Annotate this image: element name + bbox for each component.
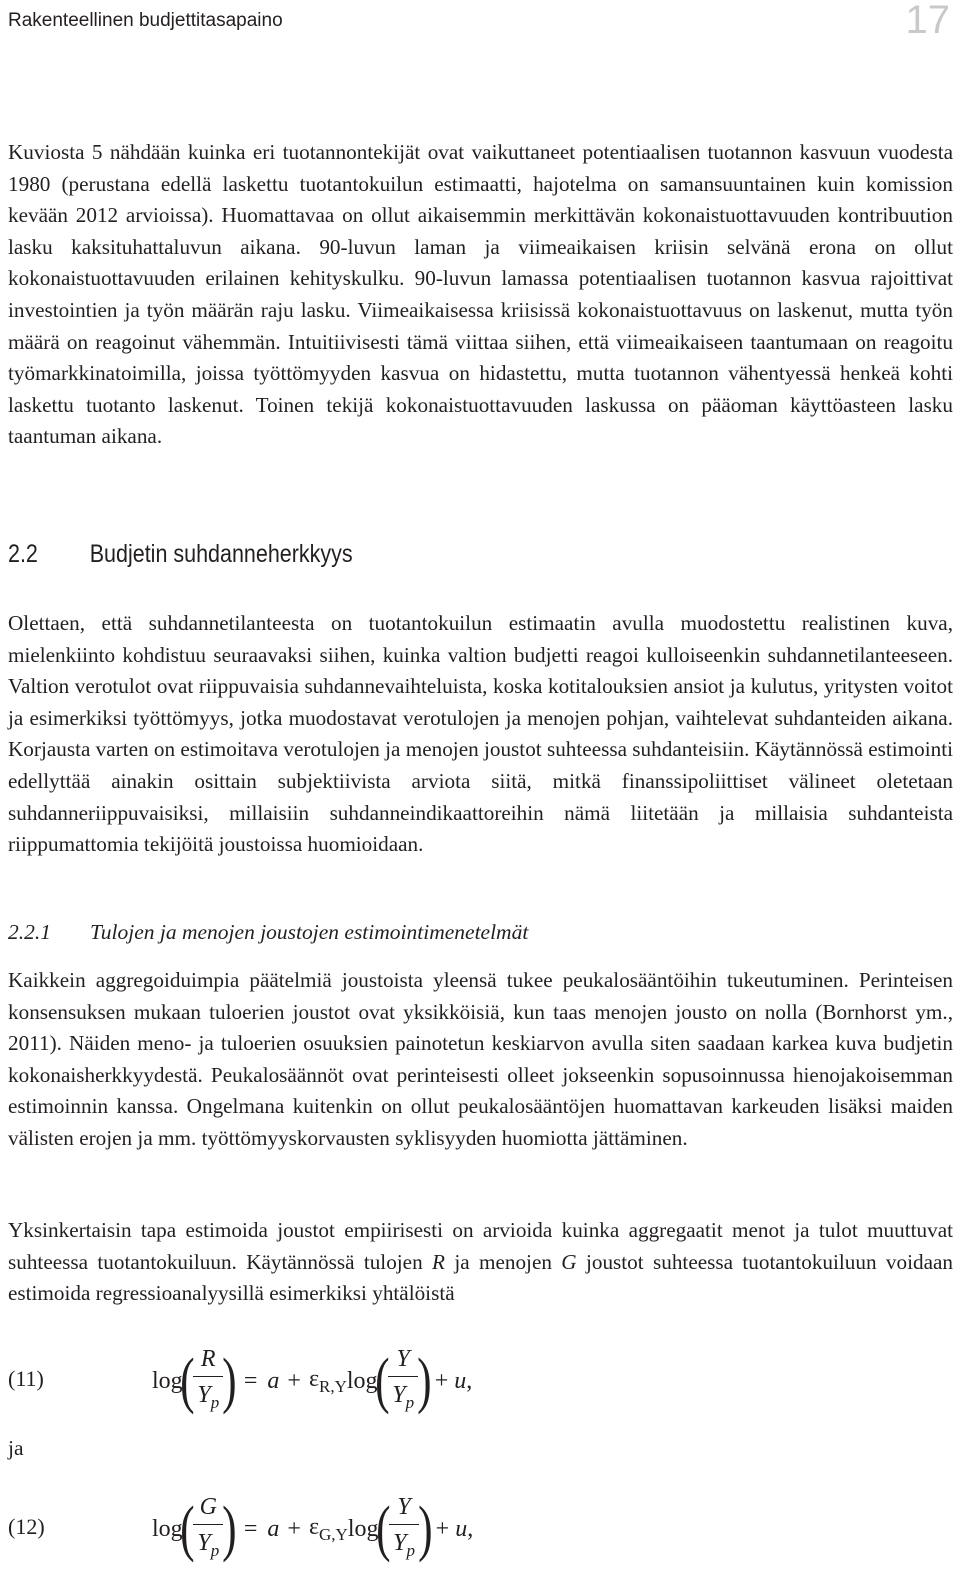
equation-connector: ja — [8, 1436, 24, 1460]
subsection-heading — [8, 920, 528, 945]
paragraph-rules-of-thumb: Kaikkein aggregoiduimpia päätelmiä joustoista yleensä tukee peukalosääntöihin tukeutuminen. Perinteisen konsensuksen mukaan tuloerien joustot ovat yksikköisiä, kun taas menojen jousto on nolla (Bornhorst ym., 2011). Näiden meno- ja tuloerien osuuksien painotetun keskiarvon avulla siten saadaan karkea kuva budjetin kokonaisherkkyydestä. Peukalosäännöt ovat perinteisesti olleet jokseenkin sopusoinnussa hienojakoisemman estimoinnin kanssa. Ongelmana kuitenkin on ollut peukalosääntöjen huomattavan karkeuden lisäksi maiden välisten erojen ja mm. työttömyyskorvausten syklisyyden huomiotta jättäminen. — [8, 968, 953, 1150]
section-number: 2.2 — [8, 540, 38, 568]
section-title: Budjetin suhdanneherkkyys — [89, 540, 353, 568]
paragraph-productivity: Kuviosta 5 nähdään kuinka eri tuotannontekijät ovat vaikuttaneet potentiaalisen tuotannon kasvuun vuodesta 1980 (perustana edellä laskettu tuotantokuilun estimaatti, hajotelma on samansuuntainen kuin komission kevään 2012 arvioissa). Huomattavaa on ollut aikaisemmin merkittävän kokonaistuottavuuden kontribuution lasku kaksituhattaluvun aikana. 90-luvun laman ja viimeaikaisen kriisin selvänä erona on ollut kokonaistuottavuuden erilainen kehityskulku. 90-luvun lamassa potentiaalisen tuotannon kasvua rajoittivat investointien ja työn määrän raju lasku. Viimeaikaisessa kriisissä kokonaistuottavuus on laskenut, mutta työn määrä on reagoinut vähemmän. Intuitiivisesti tämä viittaa siihen, että viimeaikaiseen taantumaan on reagoitu työmarkkinatoimilla, joissa työttömyyden kasvua on hidastettu, mutta tuotannon vähentyessä henkeä kohti laskettu tuotanto laskenut. Toinen tekijä kokonaistuottavuuden laskussa on pääoman käyttöasteen lasku taantuman aikana. — [8, 140, 953, 449]
log-operator: log — [152, 1515, 183, 1542]
log-operator: log — [346, 1367, 378, 1394]
section-heading — [8, 540, 353, 569]
equation-number: (11) — [8, 1366, 44, 1391]
right-paren-icon: ) — [417, 1347, 432, 1415]
equation-number: (12) — [8, 1514, 45, 1539]
fraction: $\frac{Y}{Y_p}$ — [388, 1342, 418, 1421]
right-paren-icon: ) — [222, 1495, 237, 1563]
equation-12 — [0, 1484, 960, 1574]
fraction: $\frac{G}{Y_p}$ — [193, 1490, 223, 1569]
paragraph-budget-sensitivity: Olettaen, että suhdannetilanteesta on tuotantokuilun estimaatin avulla muodostettu realistinen kuva, mielenkiinto kohdistuu seuraavaksi siihen, kuinka valtion budjetti reagoi kulloiseenkin suhdannetilanteeseen. Valtion verotulot ovat riippuvaisia suhdannevaihteluista, koska kotitalouksien ansiot ja kulutus, yritysten voitot ja esimerkiksi työttömyys, jotka muodostavat verotulojen ja menojen pohjan, vaihtelevat suhdanteiden aikana. Korjausta varten on estimoitava verotulojen ja menojen joustot suhteessa suhdanteisiin. Käytännössä estimointi edellyttää ainakin osittain subjektiivista arviota siitä, mitkä finanssipoliittiset välineet oletetaan suhdanneriippuvaisiksi, millaisiin suhdanneindikaattoreihin nämä liitetään ja millaisia suhdanteista riippumattomia tekijöitä joustoissa huomioidaan. — [8, 611, 954, 857]
running-title: Rakenteellinen budjettitasapaino — [8, 10, 283, 31]
page-number: 17 — [905, 0, 950, 42]
elasticity-symbol: $\varepsilon_{R,Y}$ — [308, 1365, 347, 1396]
left-paren-icon: ( — [374, 1347, 390, 1415]
fraction: $\frac{Y}{Y_p}$ — [389, 1490, 419, 1569]
log-operator: log — [152, 1367, 183, 1394]
left-paren-icon: ( — [179, 1495, 195, 1563]
equation-body: log ( $\frac{G}{Y_p}$ ) = a + $\varepsilon_{G,Y}$ log ( $\frac{Y}{Y_p}$ ) + u , — [152, 1484, 473, 1574]
left-paren-icon: ( — [375, 1495, 391, 1563]
equation-11 — [0, 1336, 960, 1426]
paragraph-estimation-method: Yksinkertaisin tapa estimoida joustot empiirisesti on arvioida kuinka aggregaatit menot ja tulot muuttuvat suhteessa tuotantokuiluun. Käytännössä tulojen R ja menojen G joustot suhteessa tuotantokuiluun voidaan estimoida regressioanalyysillä esimerkiksi yhtälöistä — [8, 1218, 953, 1306]
subsection-title: Tulojen ja menojen joustojen estimointimenetelmät — [90, 920, 529, 944]
elasticity-symbol: $\varepsilon_{G,Y}$ — [308, 1513, 348, 1544]
subsection-number: 2.2.1 — [8, 920, 51, 944]
right-paren-icon: ) — [418, 1495, 433, 1563]
log-operator: log — [347, 1515, 379, 1542]
right-paren-icon: ) — [222, 1347, 237, 1415]
fraction: $\frac{R}{Y_p}$ — [193, 1342, 223, 1421]
left-paren-icon: ( — [179, 1347, 195, 1415]
equation-body: log ( $\frac{R}{Y_p}$ ) = a + $\varepsilon_{R,Y}$ log ( $\frac{Y}{Y_p}$ ) + u , — [152, 1336, 472, 1426]
